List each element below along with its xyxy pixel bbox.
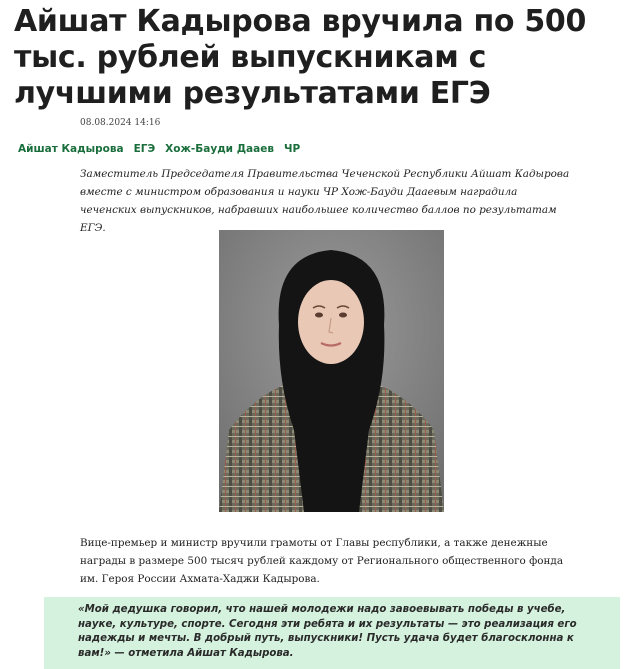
article-title: Айшат Кадырова вручила по 500 тыс. рублей выпускникам с лучшими результатами ЕГЭ (14, 4, 587, 111)
article-lead: Заместитель Председателя Правительства Чеченской Республики Айшат Кадырова вместе с министром образования и науки ЧР Хож-Бауди Дааевым наградила чеченских выпускников, набравших наибольшее количество баллов по результатам ЕГЭ. (80, 168, 570, 234)
tag-list (18, 143, 300, 155)
publish-date: 08.08.2024 14:16 (80, 118, 161, 128)
tag-daaev[interactable]: Хож-Бауди Дааев (165, 143, 274, 155)
portrait-illustration (219, 230, 444, 512)
article-photo (219, 230, 444, 512)
tag-ege[interactable]: ЕГЭ (133, 143, 156, 155)
quote-block (44, 597, 620, 669)
quote-text: «Мой дедушка говорил, что нашей молодежи надо завоевывать победы в учебе, науке, культуре, спорте. Сегодня эти ребята и их результаты — это реализация его надежды и мечты. В добрый путь, выпускники! Пусть удача будет благосклонна к вам!» — отметила Айшат Кадырова. (78, 604, 577, 659)
tag-chr[interactable]: ЧР (284, 143, 301, 155)
tag-aishat-kadyrova[interactable]: Айшат Кадырова (18, 143, 124, 155)
article-body: Вице-премьер и министр вручили грамоты от Главы республики, а также денежные награды в размере 500 тысяч рублей каждому от Регионального общественного фонда им. Героя России Ахмата-Хаджи Кадырова. (80, 537, 564, 585)
